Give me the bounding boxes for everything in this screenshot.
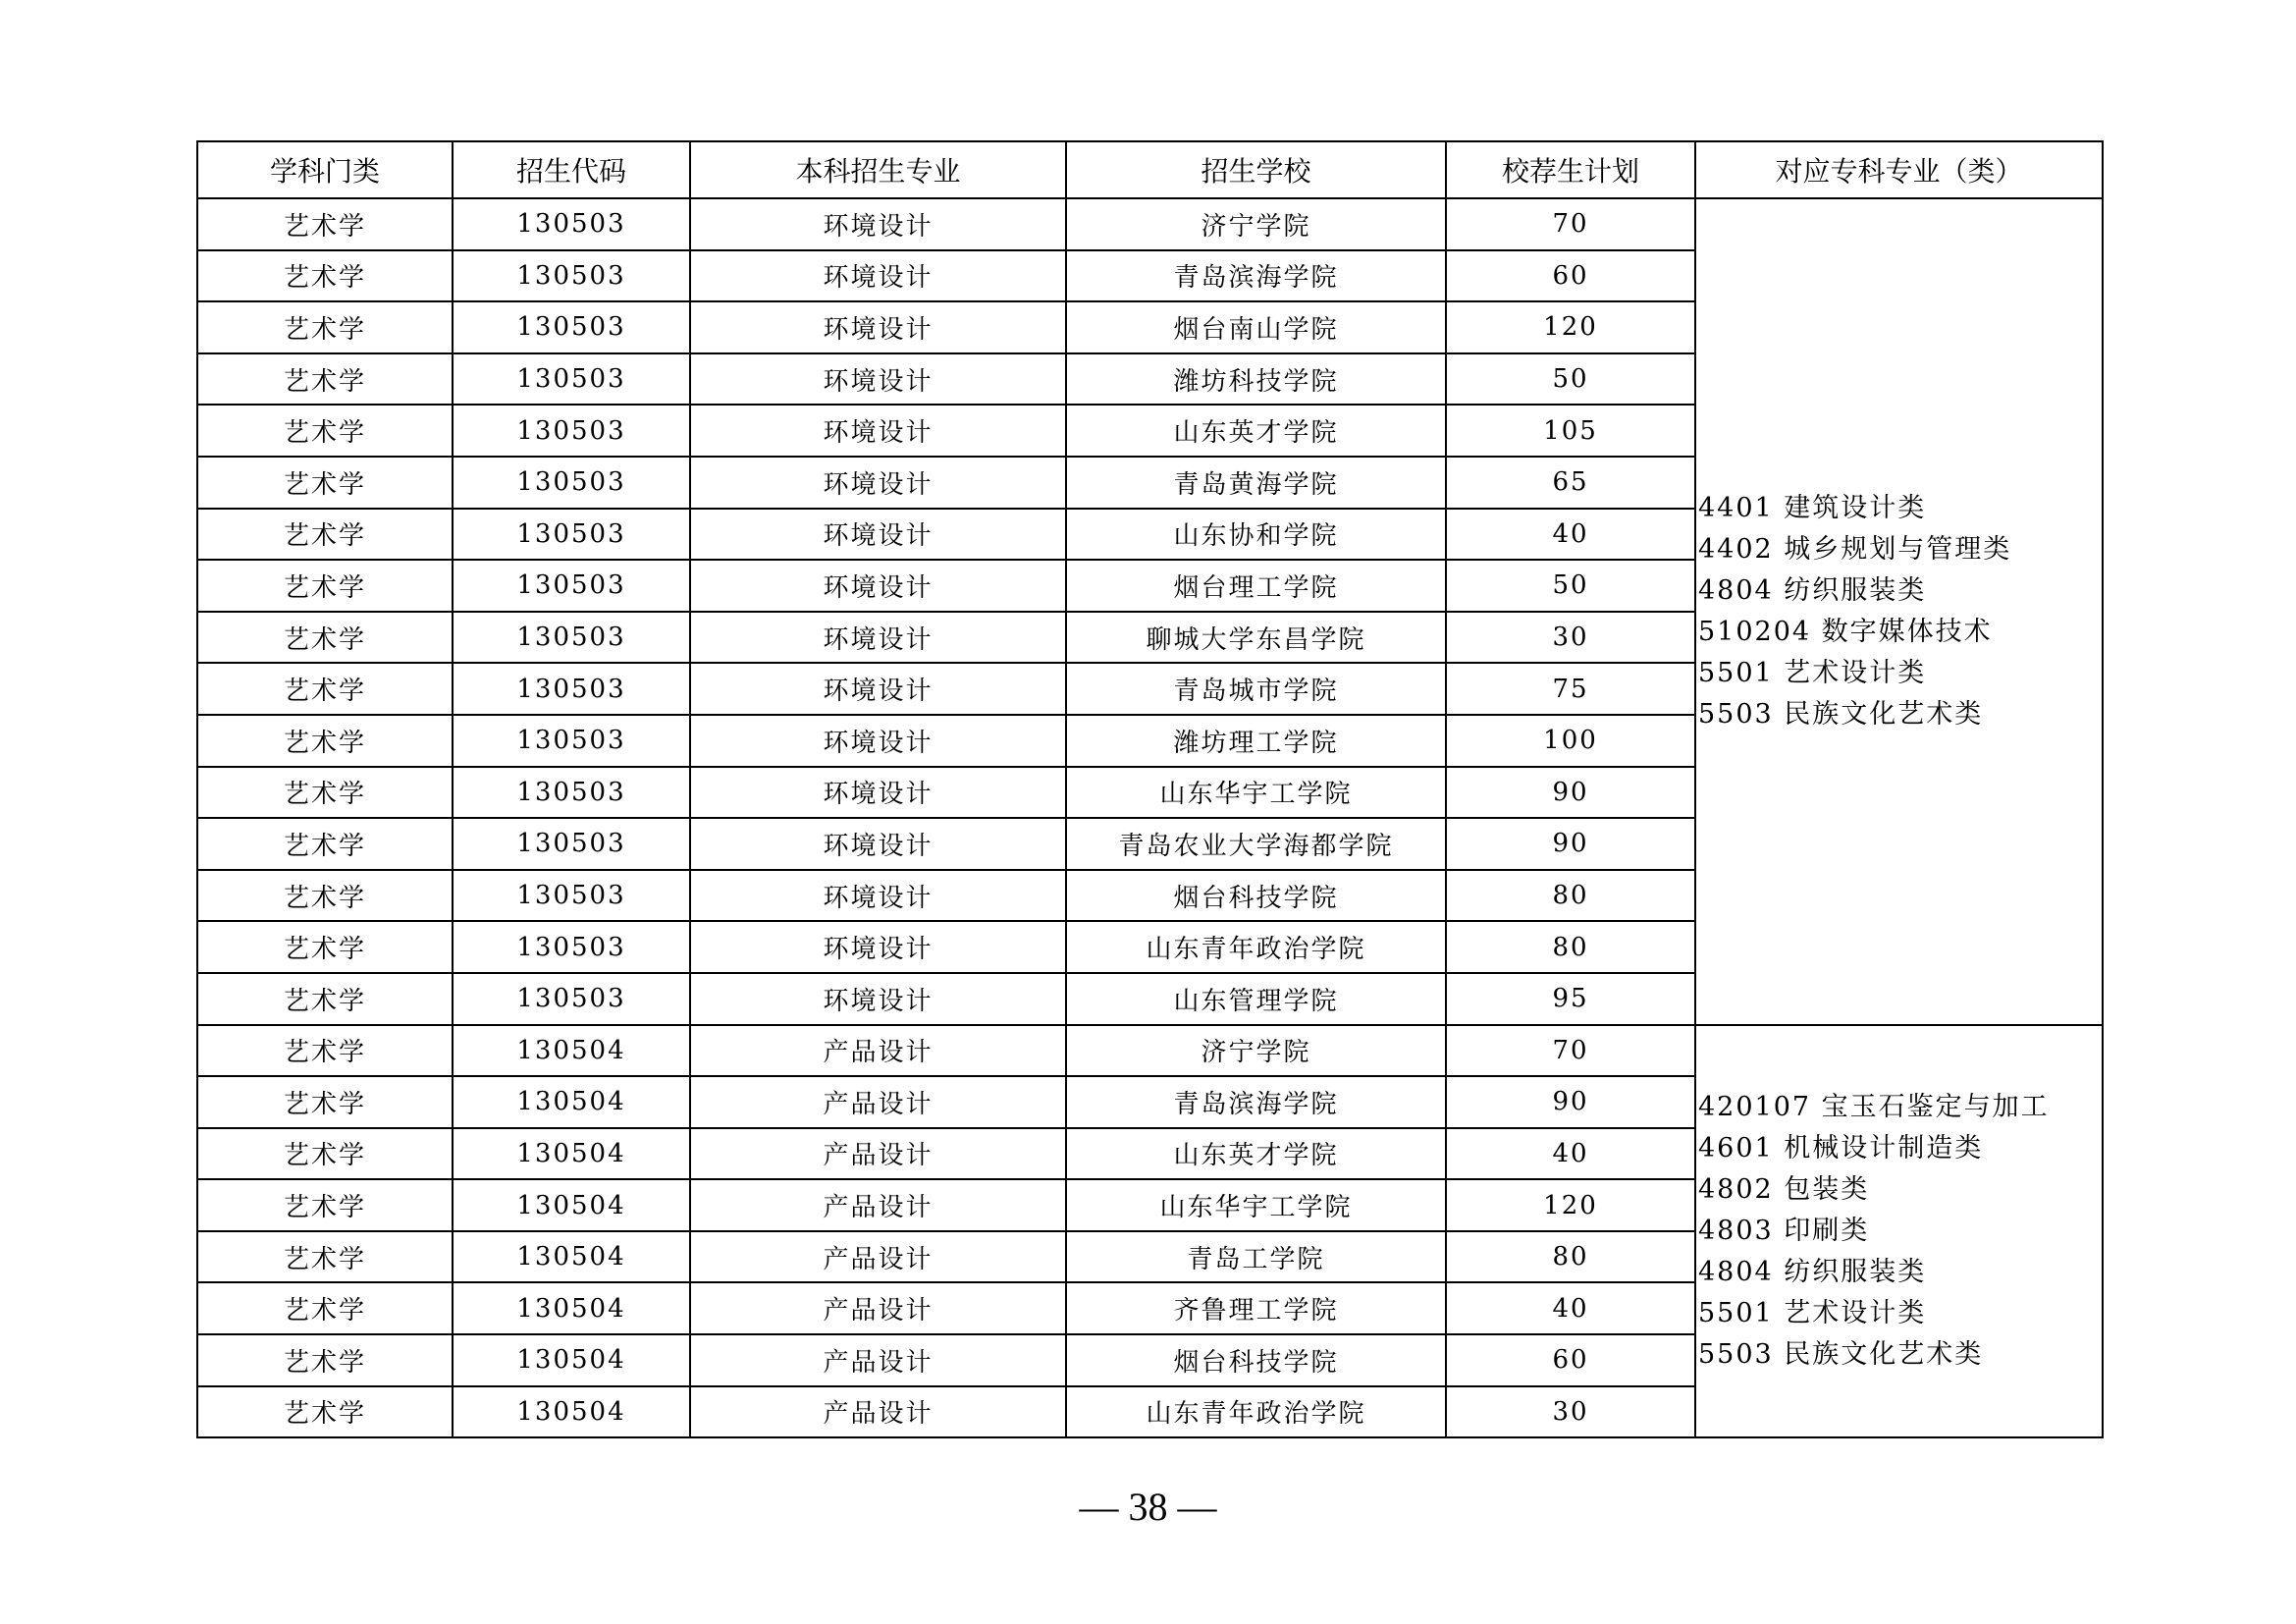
cell-major: 环境设计 bbox=[690, 663, 1066, 715]
cell-quota: 120 bbox=[1446, 301, 1695, 353]
vocational-major-item: 5501 艺术设计类 bbox=[1698, 657, 1927, 688]
vocational-major-item: 420107 宝玉石鉴定与加工 bbox=[1698, 1091, 2050, 1122]
cell-major: 环境设计 bbox=[690, 301, 1066, 353]
cell-enrollment-code: 130503 bbox=[453, 767, 690, 819]
table-body bbox=[197, 198, 2103, 1437]
cell-discipline: 艺术学 bbox=[197, 1386, 453, 1438]
cell-quota: 40 bbox=[1446, 1128, 1695, 1180]
cell-enrollment-code: 130503 bbox=[453, 870, 690, 922]
cell-major: 产品设计 bbox=[690, 1386, 1066, 1438]
cell-school: 山东英才学院 bbox=[1066, 405, 1446, 457]
enrollment-plan-table bbox=[196, 140, 2104, 1438]
table-header-row bbox=[197, 141, 2103, 198]
cell-quota: 70 bbox=[1446, 198, 1695, 250]
cell-major: 环境设计 bbox=[690, 715, 1066, 767]
cell-enrollment-code: 130504 bbox=[453, 1334, 690, 1386]
cell-major: 环境设计 bbox=[690, 973, 1066, 1025]
cell-discipline: 艺术学 bbox=[197, 560, 453, 612]
cell-major: 环境设计 bbox=[690, 818, 1066, 870]
cell-vocational-majors bbox=[1695, 198, 2103, 1025]
cell-school: 山东青年政治学院 bbox=[1066, 1386, 1446, 1438]
vocational-major-item: 5501 艺术设计类 bbox=[1698, 1297, 1927, 1328]
cell-quota: 80 bbox=[1446, 870, 1695, 922]
cell-enrollment-code: 130503 bbox=[453, 198, 690, 250]
cell-school: 齐鲁理工学院 bbox=[1066, 1282, 1446, 1334]
vocational-major-item: 4802 包装类 bbox=[1698, 1173, 1870, 1205]
cell-enrollment-code: 130504 bbox=[453, 1386, 690, 1438]
cell-discipline: 艺术学 bbox=[197, 509, 453, 561]
cell-quota: 80 bbox=[1446, 1231, 1695, 1283]
table-row bbox=[197, 198, 2103, 250]
cell-quota: 90 bbox=[1446, 818, 1695, 870]
cell-enrollment-code: 130504 bbox=[453, 1179, 690, 1231]
cell-discipline: 艺术学 bbox=[197, 457, 453, 509]
cell-school: 青岛工学院 bbox=[1066, 1231, 1446, 1283]
cell-major: 产品设计 bbox=[690, 1231, 1066, 1283]
cell-school: 烟台南山学院 bbox=[1066, 301, 1446, 353]
cell-enrollment-code: 130503 bbox=[453, 301, 690, 353]
cell-enrollment-code: 130504 bbox=[453, 1025, 690, 1077]
cell-major: 环境设计 bbox=[690, 509, 1066, 561]
cell-major: 环境设计 bbox=[690, 198, 1066, 250]
cell-discipline: 艺术学 bbox=[197, 1231, 453, 1283]
cell-discipline: 艺术学 bbox=[197, 612, 453, 664]
cell-school: 山东华宇工学院 bbox=[1066, 1179, 1446, 1231]
cell-enrollment-code: 130503 bbox=[453, 560, 690, 612]
vocational-major-item: 4803 印刷类 bbox=[1698, 1215, 1870, 1246]
cell-quota: 60 bbox=[1446, 1334, 1695, 1386]
cell-quota: 80 bbox=[1446, 921, 1695, 973]
cell-major: 环境设计 bbox=[690, 870, 1066, 922]
cell-major: 环境设计 bbox=[690, 612, 1066, 664]
header-school: 招生学校 bbox=[1066, 141, 1446, 198]
header-vocational-major: 对应专科专业（类） bbox=[1695, 141, 2103, 198]
cell-quota: 40 bbox=[1446, 509, 1695, 561]
vocational-major-item: 5503 民族文化艺术类 bbox=[1698, 1338, 1984, 1370]
cell-school: 烟台理工学院 bbox=[1066, 560, 1446, 612]
cell-quota: 90 bbox=[1446, 767, 1695, 819]
cell-quota: 50 bbox=[1446, 353, 1695, 406]
cell-school: 青岛黄海学院 bbox=[1066, 457, 1446, 509]
cell-discipline: 艺术学 bbox=[197, 973, 453, 1025]
cell-discipline: 艺术学 bbox=[197, 405, 453, 457]
cell-discipline: 艺术学 bbox=[197, 301, 453, 353]
cell-major: 环境设计 bbox=[690, 250, 1066, 302]
vocational-major-item: 4804 纺织服装类 bbox=[1698, 1256, 1927, 1287]
vocational-major-item: 4401 建筑设计类 bbox=[1698, 492, 1927, 523]
cell-discipline: 艺术学 bbox=[197, 1179, 453, 1231]
cell-enrollment-code: 130503 bbox=[453, 405, 690, 457]
table-row bbox=[197, 1025, 2103, 1077]
cell-enrollment-code: 130504 bbox=[453, 1231, 690, 1283]
cell-discipline: 艺术学 bbox=[197, 715, 453, 767]
cell-school: 青岛农业大学海都学院 bbox=[1066, 818, 1446, 870]
cell-quota: 30 bbox=[1446, 612, 1695, 664]
cell-major: 产品设计 bbox=[690, 1076, 1066, 1128]
cell-enrollment-code: 130504 bbox=[453, 1128, 690, 1180]
cell-quota: 40 bbox=[1446, 1282, 1695, 1334]
cell-major: 环境设计 bbox=[690, 560, 1066, 612]
cell-major: 产品设计 bbox=[690, 1025, 1066, 1077]
cell-school: 青岛滨海学院 bbox=[1066, 1076, 1446, 1128]
cell-major: 产品设计 bbox=[690, 1179, 1066, 1231]
header-discipline: 学科门类 bbox=[197, 141, 453, 198]
vocational-major-item: 4601 机械设计制造类 bbox=[1698, 1132, 1984, 1164]
cell-enrollment-code: 130503 bbox=[453, 663, 690, 715]
cell-school: 山东协和学院 bbox=[1066, 509, 1446, 561]
cell-quota: 50 bbox=[1446, 560, 1695, 612]
cell-quota: 30 bbox=[1446, 1386, 1695, 1438]
cell-major: 环境设计 bbox=[690, 353, 1066, 406]
cell-major: 产品设计 bbox=[690, 1282, 1066, 1334]
cell-enrollment-code: 130503 bbox=[453, 715, 690, 767]
header-major: 本科招生专业 bbox=[690, 141, 1066, 198]
cell-enrollment-code: 130503 bbox=[453, 612, 690, 664]
cell-discipline: 艺术学 bbox=[197, 1025, 453, 1077]
cell-quota: 105 bbox=[1446, 405, 1695, 457]
cell-major: 环境设计 bbox=[690, 405, 1066, 457]
cell-vocational-majors bbox=[1695, 1025, 2103, 1438]
cell-enrollment-code: 130503 bbox=[453, 509, 690, 561]
cell-quota: 95 bbox=[1446, 973, 1695, 1025]
cell-quota: 70 bbox=[1446, 1025, 1695, 1077]
cell-major: 环境设计 bbox=[690, 921, 1066, 973]
cell-school: 济宁学院 bbox=[1066, 1025, 1446, 1077]
cell-discipline: 艺术学 bbox=[197, 353, 453, 406]
cell-enrollment-code: 130503 bbox=[453, 921, 690, 973]
cell-school: 山东华宇工学院 bbox=[1066, 767, 1446, 819]
cell-school: 青岛城市学院 bbox=[1066, 663, 1446, 715]
cell-quota: 60 bbox=[1446, 250, 1695, 302]
header-quota: 校荐生计划 bbox=[1446, 141, 1695, 198]
cell-quota: 90 bbox=[1446, 1076, 1695, 1128]
cell-discipline: 艺术学 bbox=[197, 1282, 453, 1334]
cell-enrollment-code: 130503 bbox=[453, 457, 690, 509]
vocational-major-item: 4804 纺织服装类 bbox=[1698, 574, 1927, 606]
cell-major: 环境设计 bbox=[690, 457, 1066, 509]
cell-discipline: 艺术学 bbox=[197, 250, 453, 302]
cell-major: 环境设计 bbox=[690, 767, 1066, 819]
cell-school: 潍坊科技学院 bbox=[1066, 353, 1446, 406]
cell-school: 烟台科技学院 bbox=[1066, 870, 1446, 922]
cell-quota: 100 bbox=[1446, 715, 1695, 767]
cell-school: 聊城大学东昌学院 bbox=[1066, 612, 1446, 664]
cell-discipline: 艺术学 bbox=[197, 1128, 453, 1180]
cell-enrollment-code: 130503 bbox=[453, 250, 690, 302]
cell-discipline: 艺术学 bbox=[197, 1334, 453, 1386]
cell-quota: 75 bbox=[1446, 663, 1695, 715]
cell-quota: 65 bbox=[1446, 457, 1695, 509]
cell-discipline: 艺术学 bbox=[197, 663, 453, 715]
cell-school: 潍坊理工学院 bbox=[1066, 715, 1446, 767]
vocational-major-item: 510204 数字媒体技术 bbox=[1698, 616, 1993, 647]
cell-discipline: 艺术学 bbox=[197, 198, 453, 250]
cell-discipline: 艺术学 bbox=[197, 870, 453, 922]
vocational-major-item: 5503 民族文化艺术类 bbox=[1698, 698, 1984, 730]
cell-enrollment-code: 130504 bbox=[453, 1282, 690, 1334]
header-enrollment-code: 招生代码 bbox=[453, 141, 690, 198]
cell-quota: 120 bbox=[1446, 1179, 1695, 1231]
cell-school: 济宁学院 bbox=[1066, 198, 1446, 250]
vocational-major-item: 4402 城乡规划与管理类 bbox=[1698, 533, 2012, 565]
page-number: — 38 — bbox=[1079, 1485, 1217, 1529]
cell-school: 烟台科技学院 bbox=[1066, 1334, 1446, 1386]
cell-school: 山东管理学院 bbox=[1066, 973, 1446, 1025]
cell-discipline: 艺术学 bbox=[197, 1076, 453, 1128]
cell-discipline: 艺术学 bbox=[197, 767, 453, 819]
cell-school: 山东青年政治学院 bbox=[1066, 921, 1446, 973]
cell-major: 产品设计 bbox=[690, 1128, 1066, 1180]
cell-school: 山东英才学院 bbox=[1066, 1128, 1446, 1180]
cell-enrollment-code: 130503 bbox=[453, 353, 690, 406]
cell-discipline: 艺术学 bbox=[197, 921, 453, 973]
cell-major: 产品设计 bbox=[690, 1334, 1066, 1386]
cell-enrollment-code: 130504 bbox=[453, 1076, 690, 1128]
cell-discipline: 艺术学 bbox=[197, 818, 453, 870]
cell-enrollment-code: 130503 bbox=[453, 973, 690, 1025]
cell-enrollment-code: 130503 bbox=[453, 818, 690, 870]
cell-school: 青岛滨海学院 bbox=[1066, 250, 1446, 302]
